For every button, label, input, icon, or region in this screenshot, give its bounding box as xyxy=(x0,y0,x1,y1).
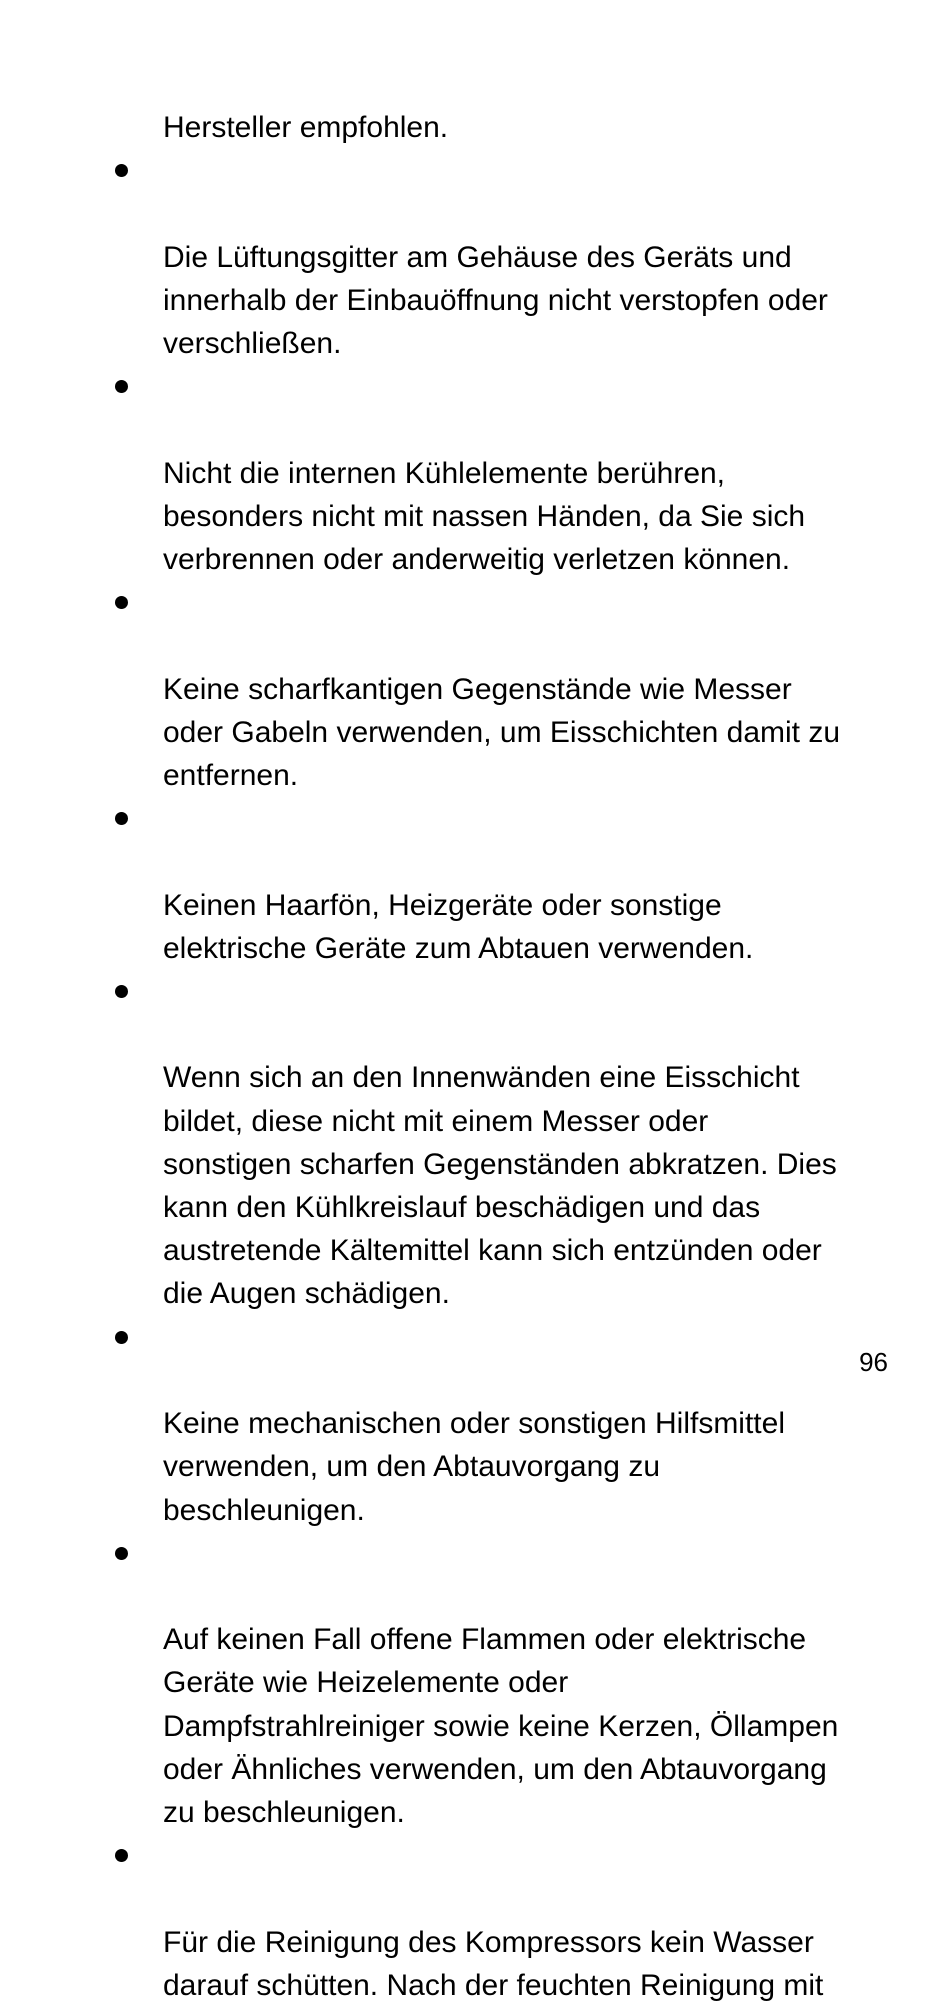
continuation-paragraph: Hersteller empfohlen. xyxy=(163,111,449,144)
bullet-dot-icon xyxy=(115,596,128,609)
bullet-item xyxy=(108,1834,908,2007)
page-content xyxy=(108,106,908,2007)
bullet-text: Wenn sich an den Innenwänden eine Eisschicht bildet, diese nicht mit einem Messer oder sonstigen scharfen Gegenständen abkratzen. Dies kann den Kühlkreislauf beschädigen und das austretende Kältemittel kann sich entzünden oder die Augen schädigen. xyxy=(163,1061,837,1311)
bullet-text: Nicht die internen Kühlelemente berühren, besonders nicht mit nassen Händen, da Sie sich verbrennen oder anderweitig verletzen können. xyxy=(163,456,806,577)
bullet-dot-icon xyxy=(115,1547,128,1560)
bullet-text: Für die Reinigung des Kompressors kein Wasser darauf schütten. Nach der feuchten Reinigung mit xyxy=(163,1925,824,2002)
page-number: 96 xyxy=(859,1347,888,1377)
bullet-item xyxy=(108,970,908,1316)
bullet-dot-icon xyxy=(115,380,128,393)
bullet-item xyxy=(108,797,908,970)
bullet-item xyxy=(108,365,908,581)
bullet-item xyxy=(108,149,908,365)
bullet-dot-icon xyxy=(115,1849,128,1862)
bullet-item xyxy=(108,1532,908,1834)
bullet-dot-icon xyxy=(115,812,128,825)
bullet-text: Keine mechanischen oder sonstigen Hilfsmittel verwenden, um den Abtauvorgang zu beschleunigen. xyxy=(163,1407,785,1527)
bullet-item xyxy=(108,1316,908,1532)
bullet-text: Auf keinen Fall offene Flammen oder elektrische Geräte wie Heizelemente oder Dampfstrahlreiniger sowie keine Kerzen, Öllampen oder Ähnliches verwenden, um den Abtauvorgang zu beschleunigen. xyxy=(163,1623,839,1829)
bullet-dot-icon xyxy=(115,985,128,998)
bullet-item xyxy=(108,581,908,797)
bullet-dot-icon xyxy=(115,1331,128,1344)
bullet-text: Die Lüftungsgitter am Gehäuse des Geräts und innerhalb der Einbauöffnung nicht verstopfen oder verschließen. xyxy=(163,240,828,361)
bullet-dot-icon xyxy=(115,164,128,177)
bullet-text: Keine scharfkantigen Gegenstände wie Messer oder Gabeln verwenden, um Eisschichten damit zu entfernen. xyxy=(163,672,841,793)
bullet-text: Keinen Haarfön, Heizgeräte oder sonstige elektrische Geräte zum Abtauen verwenden. xyxy=(163,888,754,965)
safety-bullet-list xyxy=(108,149,908,2007)
